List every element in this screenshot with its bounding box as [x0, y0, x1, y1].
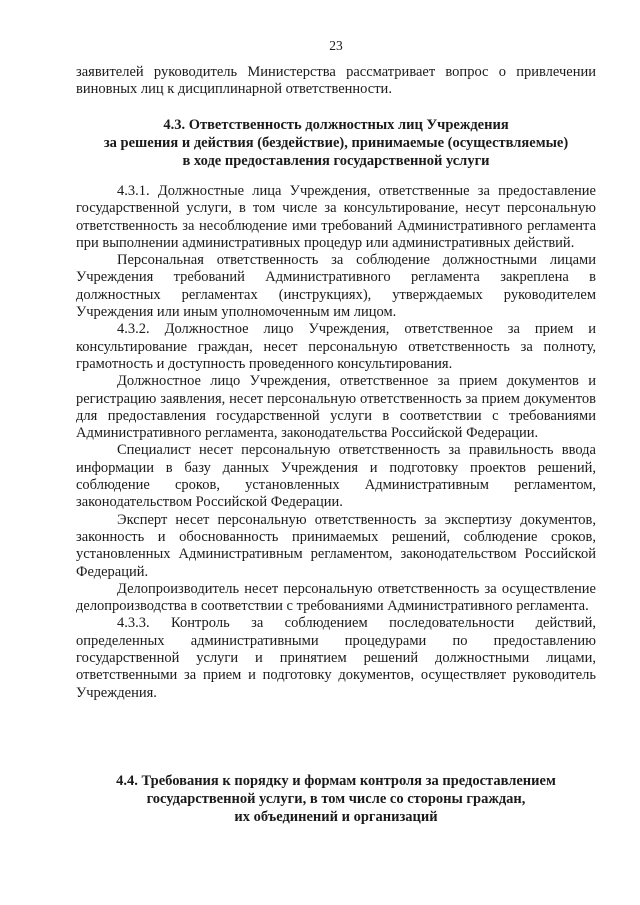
- heading-line: 4.4. Требования к порядку и формам контроля за предоставлением: [116, 773, 556, 789]
- paragraph: Эксперт несет персональную ответственность за экспертизу документов, законность и обоснованность принимаемых решений, соблюдение сроков, установленных Административным регламентом, законодательством Российской Федераций.: [76, 511, 596, 580]
- section-heading-4-4: [76, 772, 596, 826]
- heading-line: в ходе предоставления государственной услуги: [182, 153, 490, 169]
- paragraph: Делопроизводитель несет персональную ответственность за осуществление делопроизводства в соответствии с требованиями Административного регламента.: [76, 580, 596, 615]
- paragraph-4-3-2: 4.3.2. Должностное лицо Учреждения, ответственное за прием и консультирование граждан, несет персональную ответственность за полноту, грамотность и доступность проведенного консультирования.: [76, 321, 596, 372]
- heading-line: 4.3. Ответственность должностных лиц Учреждения: [163, 117, 509, 133]
- heading-line: за решения и действия (бездействие), принимаемые (осуществляемые): [103, 135, 569, 151]
- paragraph-4-3-3: 4.3.3. Контроль за соблюдением последовательности действий, определенных административными процедурами по предоставлению государственной услуги и принятием решений должностными лицами, ответственными за прием и подготовку документов, осуществляет руководитель Учреждения.: [76, 615, 596, 701]
- section-4-3-body: [76, 183, 596, 702]
- paragraph-4-3-1: 4.3.1. Должностные лица Учреждения, ответственные за предоставление государственной услуги, в том числе за консультирование, несут персональную ответственность за несоблюдение ими требований Административного регламента при выполнении административных процедур или административных действий.: [76, 183, 596, 251]
- page-number: 23: [329, 38, 343, 53]
- intro-paragraph: заявителей руководитель Министерства рассматривает вопрос о привлечении виновных лиц к дисциплинарной ответственности.: [76, 64, 596, 98]
- heading-line: их объединений и организаций: [234, 809, 438, 825]
- intro-paragraph-block: [76, 64, 596, 99]
- section-heading-4-3: [76, 116, 596, 170]
- paragraph: Персональная ответственность за соблюдение должностными лицами Учреждения требований Административного регламента закреплена в должностных регламентах (инструкциях), утверждаемых руководителем Учреждения или иным уполномоченным им лицом.: [76, 252, 596, 321]
- paragraph: Специалист несет персональную ответственность за правильность ввода информации в базу данных Учреждения и подготовку проектов решений, соблюдение сроков, установленных Административным регламентом, законодательством Российской Федерации.: [76, 442, 596, 511]
- heading-line: государственной услуги, в том числе со стороны граждан,: [146, 791, 526, 807]
- paragraph: Должностное лицо Учреждения, ответственное за прием документов и регистрацию заявления, несет персональную ответственность за прием документов для предоставления государственной услуги в соответствии с требованиями Административного регламента, законодательства Российской Федерации.: [76, 373, 596, 442]
